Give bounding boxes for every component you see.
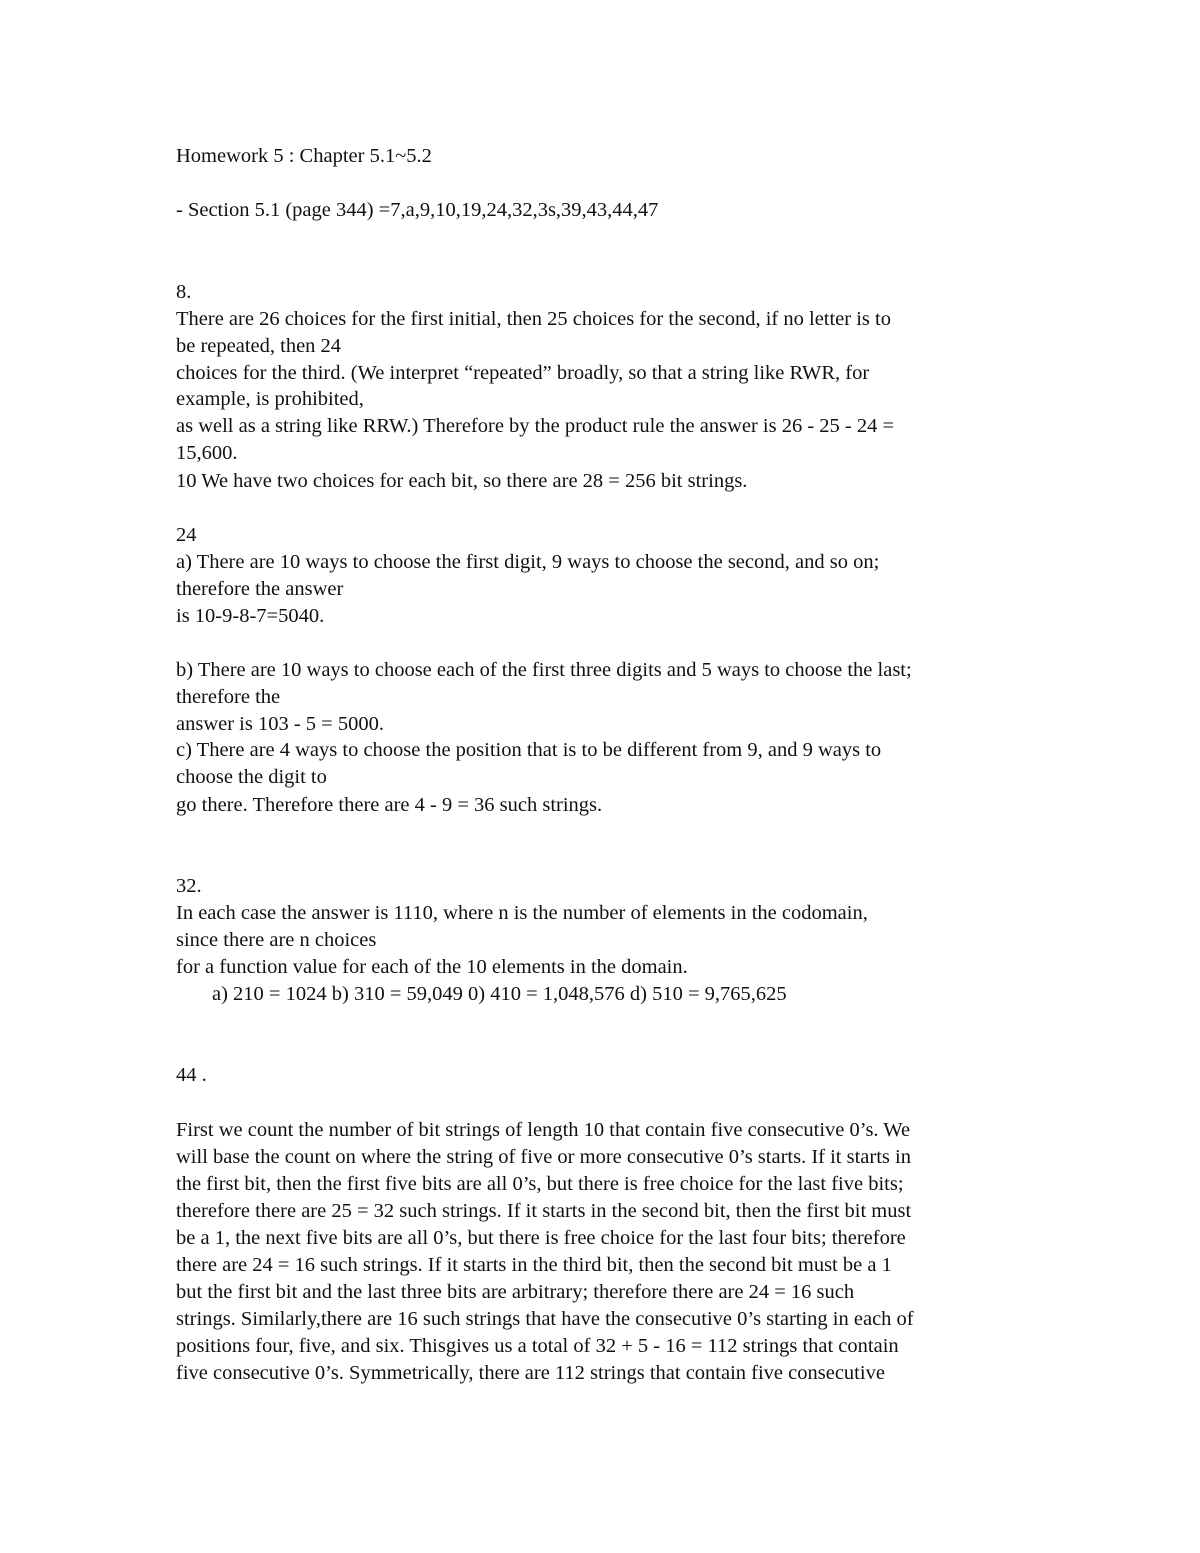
problem-24-line: answer is 103 - 5 = 5000. — [176, 713, 384, 735]
problem-44-line: the first bit, then the first five bits are all 0’s, but there is free choice for the last five bits; — [176, 1173, 904, 1195]
problem-8-number: 8. — [176, 281, 192, 303]
problem-8-line: choices for the third. (We interpret “repeated” broadly, so that a string like RWR, for — [176, 362, 870, 384]
problem-8-line: be repeated, then 24 — [176, 335, 342, 357]
problem-8-line: example, is prohibited, — [176, 388, 364, 410]
problem-44-line: will base the count on where the string of five or more consecutive 0’s starts. If it starts in — [176, 1146, 911, 1168]
problem-44-line: but the first bit and the last three bits are arbitrary; therefore there are 24 = 16 such — [176, 1281, 855, 1303]
problem-24-line: therefore the answer — [176, 578, 344, 600]
problem-24-line: c) There are 4 ways to choose the position that is to be different from 9, and 9 ways to — [176, 739, 882, 761]
problem-44-line: First we count the number of bit strings of length 10 that contain five consecutive 0’s. We — [176, 1119, 911, 1141]
problem-44-line: be a 1, the next five bits are all 0’s, but there is free choice for the last four bits; therefore — [176, 1227, 906, 1249]
problem-24-line: choose the digit to — [176, 766, 327, 788]
section-assignment-line: - Section 5.1 (page 344) =7,a,9,10,19,24,32,3s,39,43,44,47 — [176, 199, 659, 221]
problem-44-line: there are 24 = 16 such strings. If it starts in the third bit, then the second bit must be a 1 — [176, 1254, 892, 1276]
problem-32-line: since there are n choices — [176, 929, 377, 951]
problem-24-line: b) There are 10 ways to choose each of the first three digits and 5 ways to choose the last; — [176, 659, 912, 681]
problem-10-line: 10 We have two choices for each bit, so there are 28 = 256 bit strings. — [176, 470, 748, 492]
problem-24-line: go there. Therefore there are 4 - 9 = 36 such strings. — [176, 794, 603, 816]
problem-44-line: therefore there are 25 = 32 such strings. If it starts in the second bit, then the first bit must — [176, 1200, 912, 1222]
problem-8-line: as well as a string like RRW.) Therefore by the product rule the answer is 26 - 25 - 24 = — [176, 415, 895, 437]
problem-32-line: for a function value for each of the 10 elements in the domain. — [176, 956, 688, 978]
problem-32-number: 32. — [176, 875, 202, 897]
problem-24-line: is 10-9-8-7=5040. — [176, 605, 325, 627]
document-title: Homework 5 : Chapter 5.1~5.2 — [176, 145, 432, 167]
problem-44-line: five consecutive 0’s. Symmetrically, there are 112 strings that contain five consecutive — [176, 1362, 885, 1384]
problem-44-line: strings. Similarly,there are 16 such strings that have the consecutive 0’s starting in each of — [176, 1308, 914, 1330]
problem-24-number: 24 — [176, 524, 197, 546]
problem-32-line: In each case the answer is 1110, where n is the number of elements in the codomain, — [176, 902, 868, 924]
problem-24-line: a) There are 10 ways to choose the first digit, 9 ways to choose the second, and so on; — [176, 551, 880, 573]
problem-44-number: 44 . — [176, 1064, 207, 1086]
problem-8-line: There are 26 choices for the first initial, then 25 choices for the second, if no letter is to — [176, 308, 891, 330]
problem-44-line: positions four, five, and six. Thisgives us a total of 32 + 5 - 16 = 112 strings that contain — [176, 1335, 899, 1357]
problem-8-line: 15,600. — [176, 442, 238, 464]
problem-32-answers: a) 210 = 1024 b) 310 = 59,049 0) 410 = 1,048,576 d) 510 = 9,765,625 — [212, 983, 787, 1005]
problem-24-line: therefore the — [176, 686, 281, 708]
